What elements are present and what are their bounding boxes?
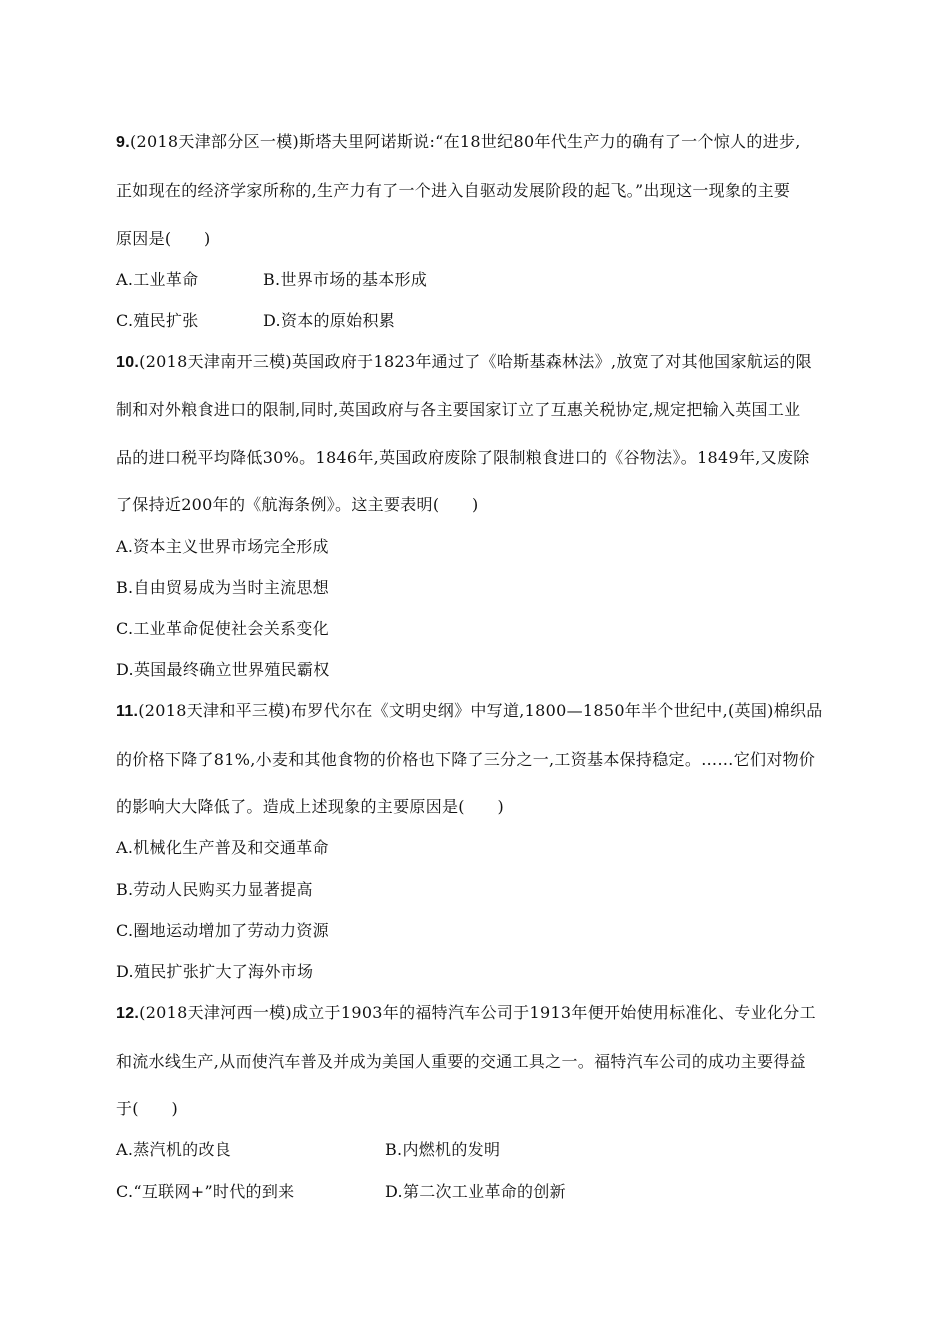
- question-12-option-c: C.“互联网+”时代的到来: [116, 1182, 295, 1201]
- question-text: (2018天津南开三模)英国政府于1823年通过了《哈斯基森林法》,放宽了对其他国家航运的限: [139, 352, 812, 371]
- question-number: 10.: [116, 354, 140, 371]
- question-number: 9.: [116, 134, 130, 151]
- question-number: 12.: [116, 1005, 140, 1022]
- question-10-line-4: 了保持近200年的《航海条例》。这主要表明( ): [116, 495, 479, 514]
- question-text: (2018天津和平三模)布罗代尔在《文明史纲》中写道,1800—1850年半个世纪中,(英国)棉织品: [138, 701, 823, 720]
- question-12-option-a: A.蒸汽机的改良: [116, 1140, 232, 1159]
- question-10-option-d: D.英国最终确立世界殖民霸权: [116, 660, 330, 679]
- question-11-line-1: [116, 701, 823, 722]
- question-11-line-3: 的影响大大降低了。造成上述现象的主要原因是( ): [116, 797, 504, 816]
- question-number: 11.: [116, 703, 139, 720]
- question-9-option-c: C.殖民扩张: [116, 311, 199, 330]
- question-text: (2018天津部分区一模)斯塔夫里阿诺斯说:“在18世纪80年代生产力的确有了一个惊人的进步,: [129, 132, 801, 151]
- question-10-line-2: 制和对外粮食进口的限制,同时,英国政府与各主要国家订立了互惠关税协定,规定把输入英国工业: [116, 400, 801, 419]
- question-text: (2018天津河西一模)成立于1903年的福特汽车公司于1913年便开始使用标准化、专业化分工: [139, 1003, 816, 1022]
- question-11-option-a: A.机械化生产普及和交通革命: [116, 838, 329, 857]
- question-12-line-3: 于( ): [116, 1099, 178, 1118]
- question-9-line-2: 正如现在的经济学家所称的,生产力有了一个进入自驱动发展阶段的起飞。”出现这一现象的主要: [116, 181, 791, 200]
- question-10-option-c: C.工业革命促使社会关系变化: [116, 619, 329, 638]
- question-9-line-3: 原因是( ): [116, 229, 211, 248]
- question-9-option-b: B.世界市场的基本形成: [263, 270, 428, 289]
- question-9-line-1: [116, 132, 801, 153]
- question-9-option-d: D.资本的原始积累: [263, 311, 396, 330]
- question-11-line-2: 的价格下降了81%,小麦和其他食物的价格也下降了三分之一,工资基本保持稳定。……它们对物价: [116, 750, 816, 769]
- question-12-line-1: [116, 1003, 816, 1024]
- question-10-line-3: 品的进口税平均降低30%。1846年,英国政府废除了限制粮食进口的《谷物法》。1849年,又废除: [116, 448, 810, 467]
- question-12-option-b: B.内燃机的发明: [385, 1140, 501, 1159]
- question-10-option-b: B.自由贸易成为当时主流思想: [116, 578, 330, 597]
- question-10-option-a: A.资本主义世界市场完全形成: [116, 537, 329, 556]
- question-9-option-a: A.工业革命: [116, 270, 199, 289]
- question-11-option-c: C.圈地运动增加了劳动力资源: [116, 921, 329, 940]
- question-10-line-1: [116, 352, 812, 373]
- question-11-option-d: D.殖民扩张扩大了海外市场: [116, 962, 314, 981]
- question-12-option-d: D.第二次工业革命的创新: [385, 1182, 566, 1201]
- question-12-line-2: 和流水线生产,从而使汽车普及并成为美国人重要的交通工具之一。福特汽车公司的成功主要得益: [116, 1052, 806, 1071]
- question-11-option-b: B.劳动人民购买力显著提高: [116, 880, 313, 899]
